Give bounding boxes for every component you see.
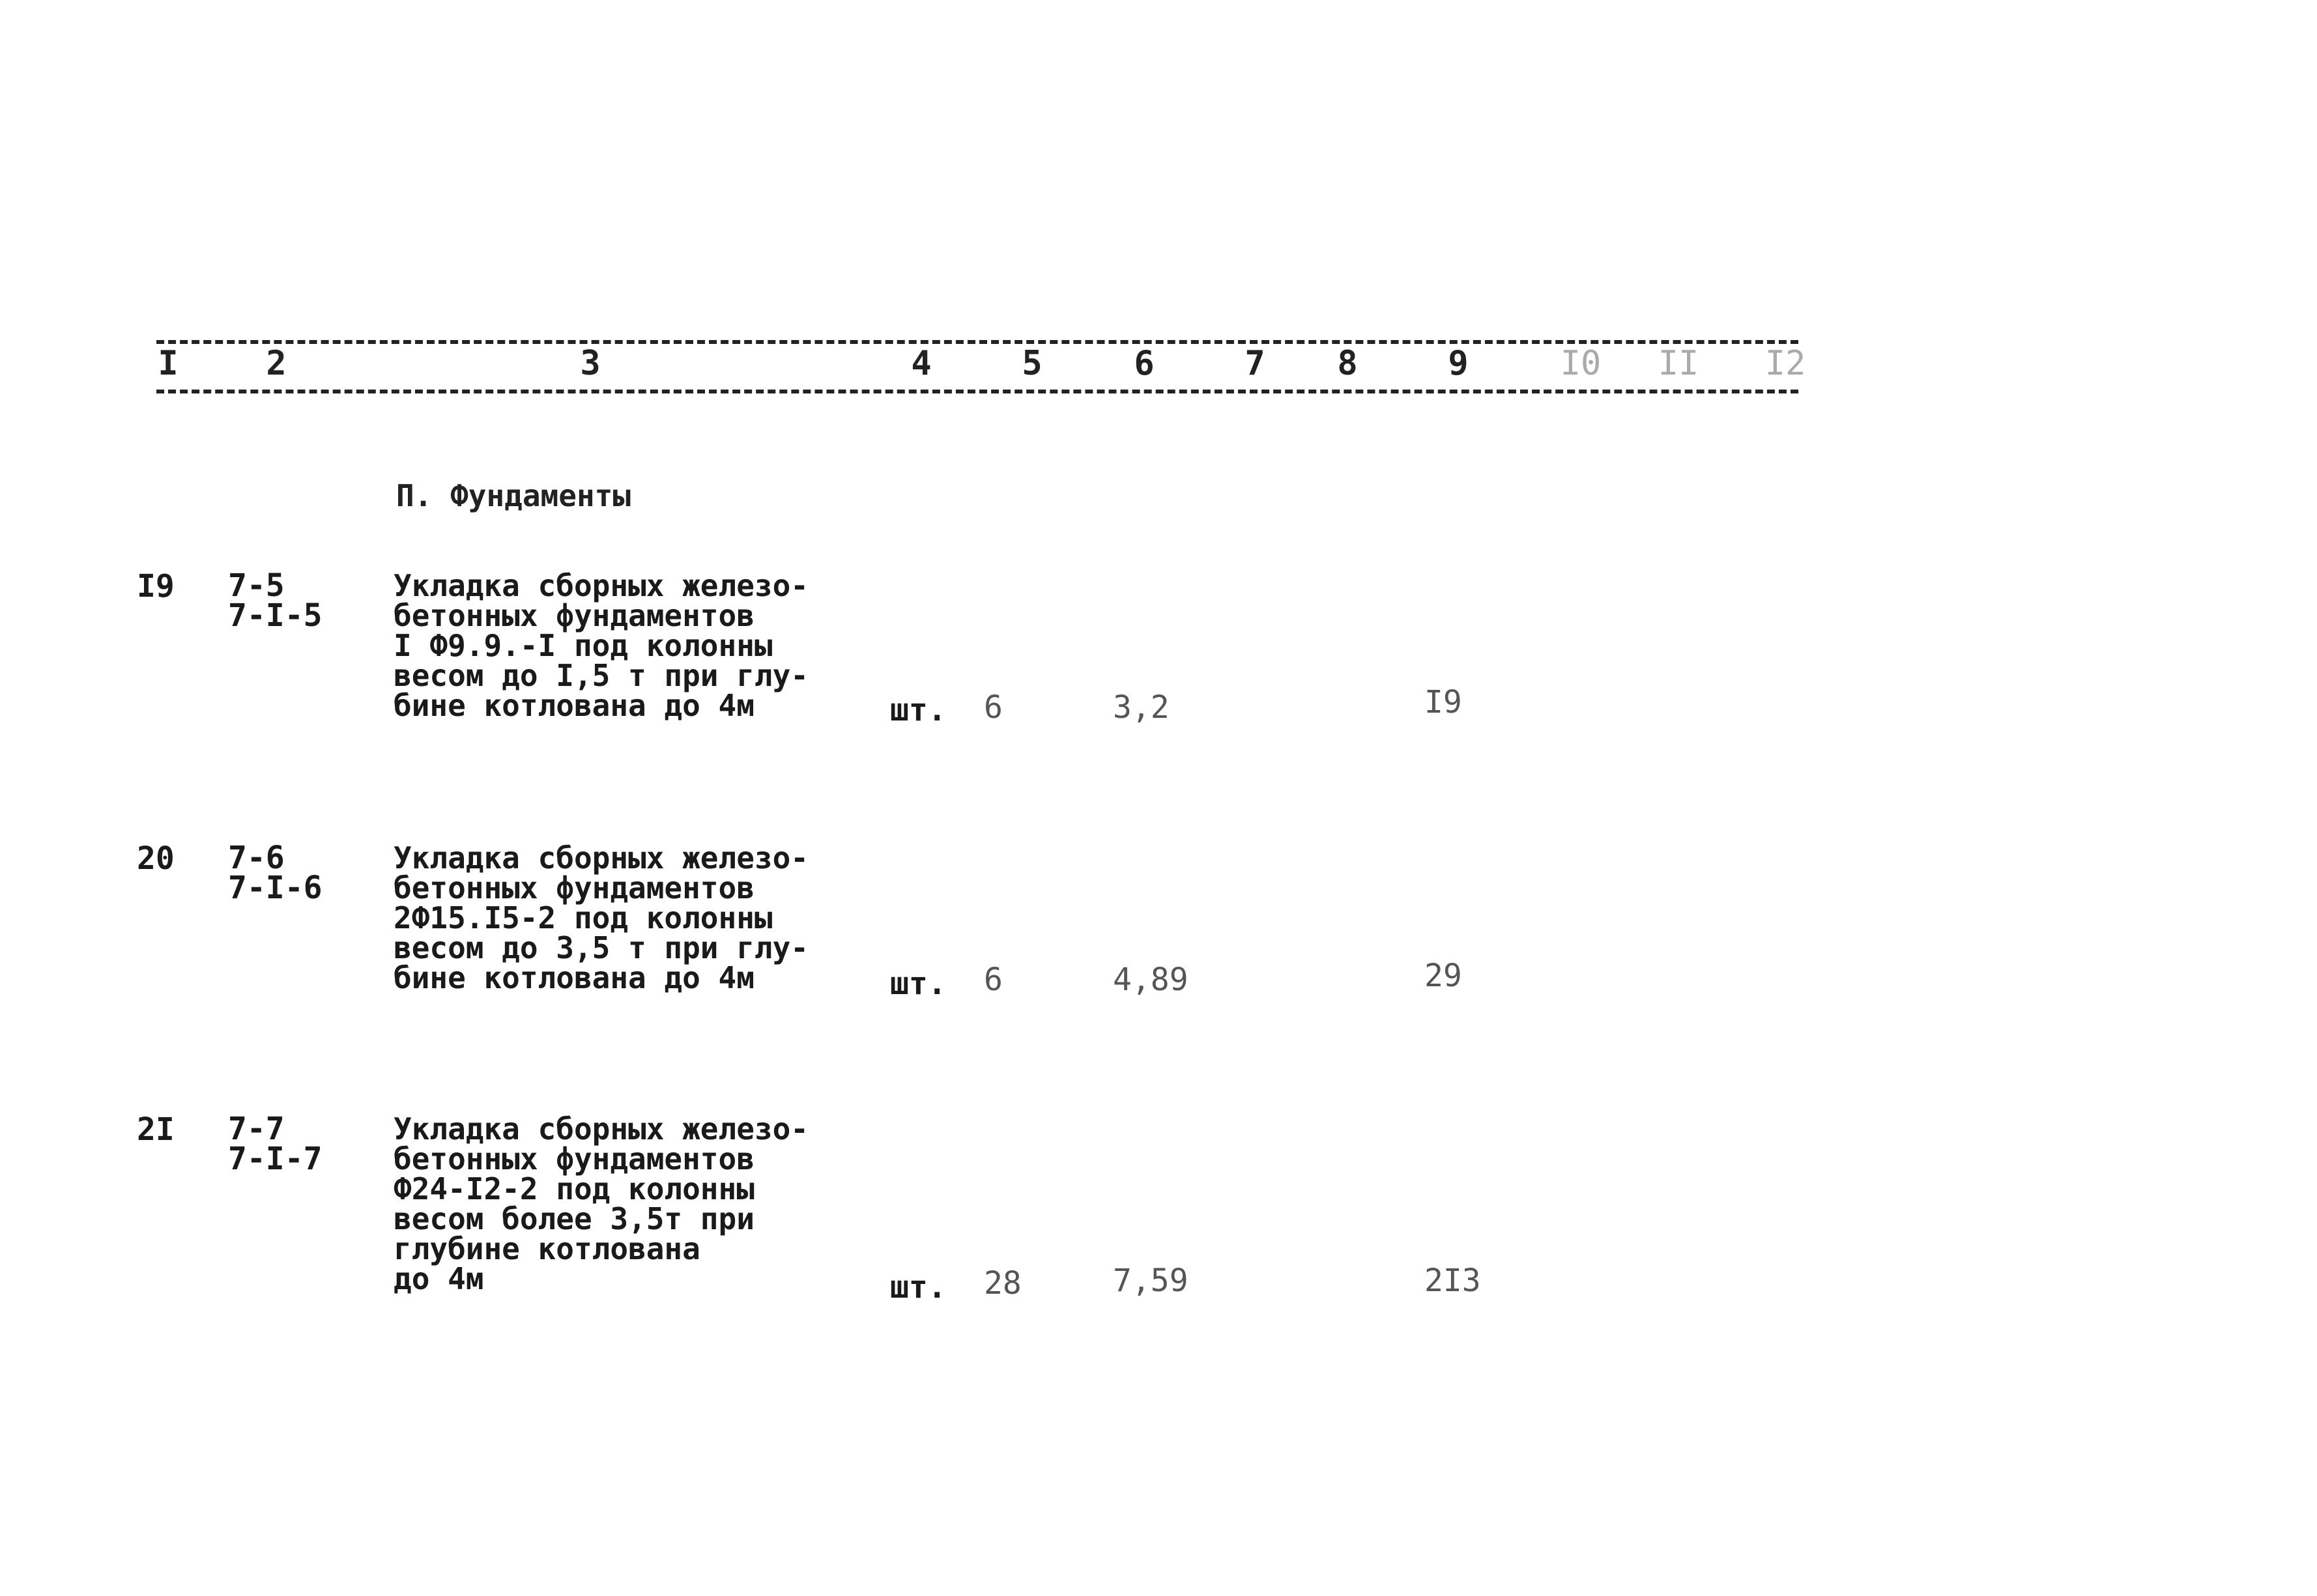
description-line: Укладка сборных железо- bbox=[394, 1111, 809, 1147]
description-line: глубине котлована bbox=[394, 1231, 700, 1266]
column-number-4: 4 bbox=[911, 344, 932, 383]
row-codes bbox=[228, 1111, 323, 1177]
code-line: 7-I-5 bbox=[228, 597, 323, 634]
row-unit: шт. bbox=[890, 1269, 947, 1305]
section-title: П. Фундаменты bbox=[396, 478, 631, 513]
description-line: весом до 3,5 т при глу- bbox=[394, 930, 809, 965]
row-description bbox=[394, 568, 809, 723]
description-line: бетонных фундаментов bbox=[394, 598, 755, 633]
row-total: 29 bbox=[1424, 958, 1462, 994]
row-quantity: 6 bbox=[984, 689, 1003, 726]
description-line: бине котлована до 4м bbox=[394, 688, 755, 723]
code-line: 7-I-7 bbox=[228, 1141, 323, 1177]
row-codes bbox=[228, 840, 323, 906]
row-number: I9 bbox=[137, 568, 175, 605]
description-line: весом до I,5 т при глу- bbox=[394, 658, 809, 693]
row-quantity: 28 bbox=[984, 1265, 1022, 1302]
row-unit: шт. bbox=[890, 965, 947, 1002]
description-line: бетонных фундаментов bbox=[394, 870, 755, 905]
code-line: 7-7 bbox=[228, 1111, 285, 1147]
header-bottom-rule bbox=[156, 390, 1798, 393]
row-total: 2I3 bbox=[1424, 1262, 1481, 1299]
row-number: 2I bbox=[137, 1111, 175, 1148]
description-line: I Ф9.9.-I под колонны bbox=[394, 628, 773, 663]
column-number-5: 5 bbox=[1022, 344, 1043, 383]
description-line: Укладка сборных железо- bbox=[394, 840, 809, 876]
row-norm: 3,2 bbox=[1113, 689, 1170, 726]
description-line: Укладка сборных железо- bbox=[394, 568, 809, 603]
column-number-7: 7 bbox=[1245, 344, 1265, 383]
row-codes bbox=[228, 567, 323, 634]
code-line: 7-6 bbox=[228, 840, 285, 876]
row-norm: 7,59 bbox=[1113, 1262, 1188, 1299]
description-line: до 4м bbox=[394, 1261, 484, 1296]
row-total: I9 bbox=[1424, 684, 1462, 720]
row-unit: шт. bbox=[890, 692, 947, 728]
row-norm: 4,89 bbox=[1113, 962, 1188, 998]
column-number-1: I bbox=[158, 344, 179, 383]
column-number-11: II bbox=[1658, 344, 1699, 383]
column-number-8: 8 bbox=[1337, 344, 1358, 383]
column-number-10: I0 bbox=[1560, 344, 1602, 383]
column-number-2: 2 bbox=[266, 344, 287, 383]
row-quantity: 6 bbox=[984, 962, 1003, 998]
description-line: бине котлована до 4м bbox=[394, 960, 755, 995]
description-line: Ф24-I2-2 под колонны bbox=[394, 1171, 755, 1206]
column-number-12: I2 bbox=[1764, 344, 1806, 383]
column-number-6: 6 bbox=[1134, 344, 1155, 383]
column-number-3: 3 bbox=[580, 344, 601, 383]
code-line: 7-5 bbox=[228, 567, 285, 604]
row-description bbox=[394, 1111, 809, 1296]
row-description bbox=[394, 840, 809, 995]
header-top-rule bbox=[156, 340, 1798, 344]
description-line: 2Ф15.I5-2 под колонны bbox=[394, 900, 773, 935]
description-line: бетонных фундаментов bbox=[394, 1141, 755, 1176]
column-number-9: 9 bbox=[1448, 344, 1469, 383]
row-number: 20 bbox=[137, 840, 175, 877]
description-line: весом более 3,5т при bbox=[394, 1201, 755, 1236]
code-line: 7-I-6 bbox=[228, 870, 323, 906]
